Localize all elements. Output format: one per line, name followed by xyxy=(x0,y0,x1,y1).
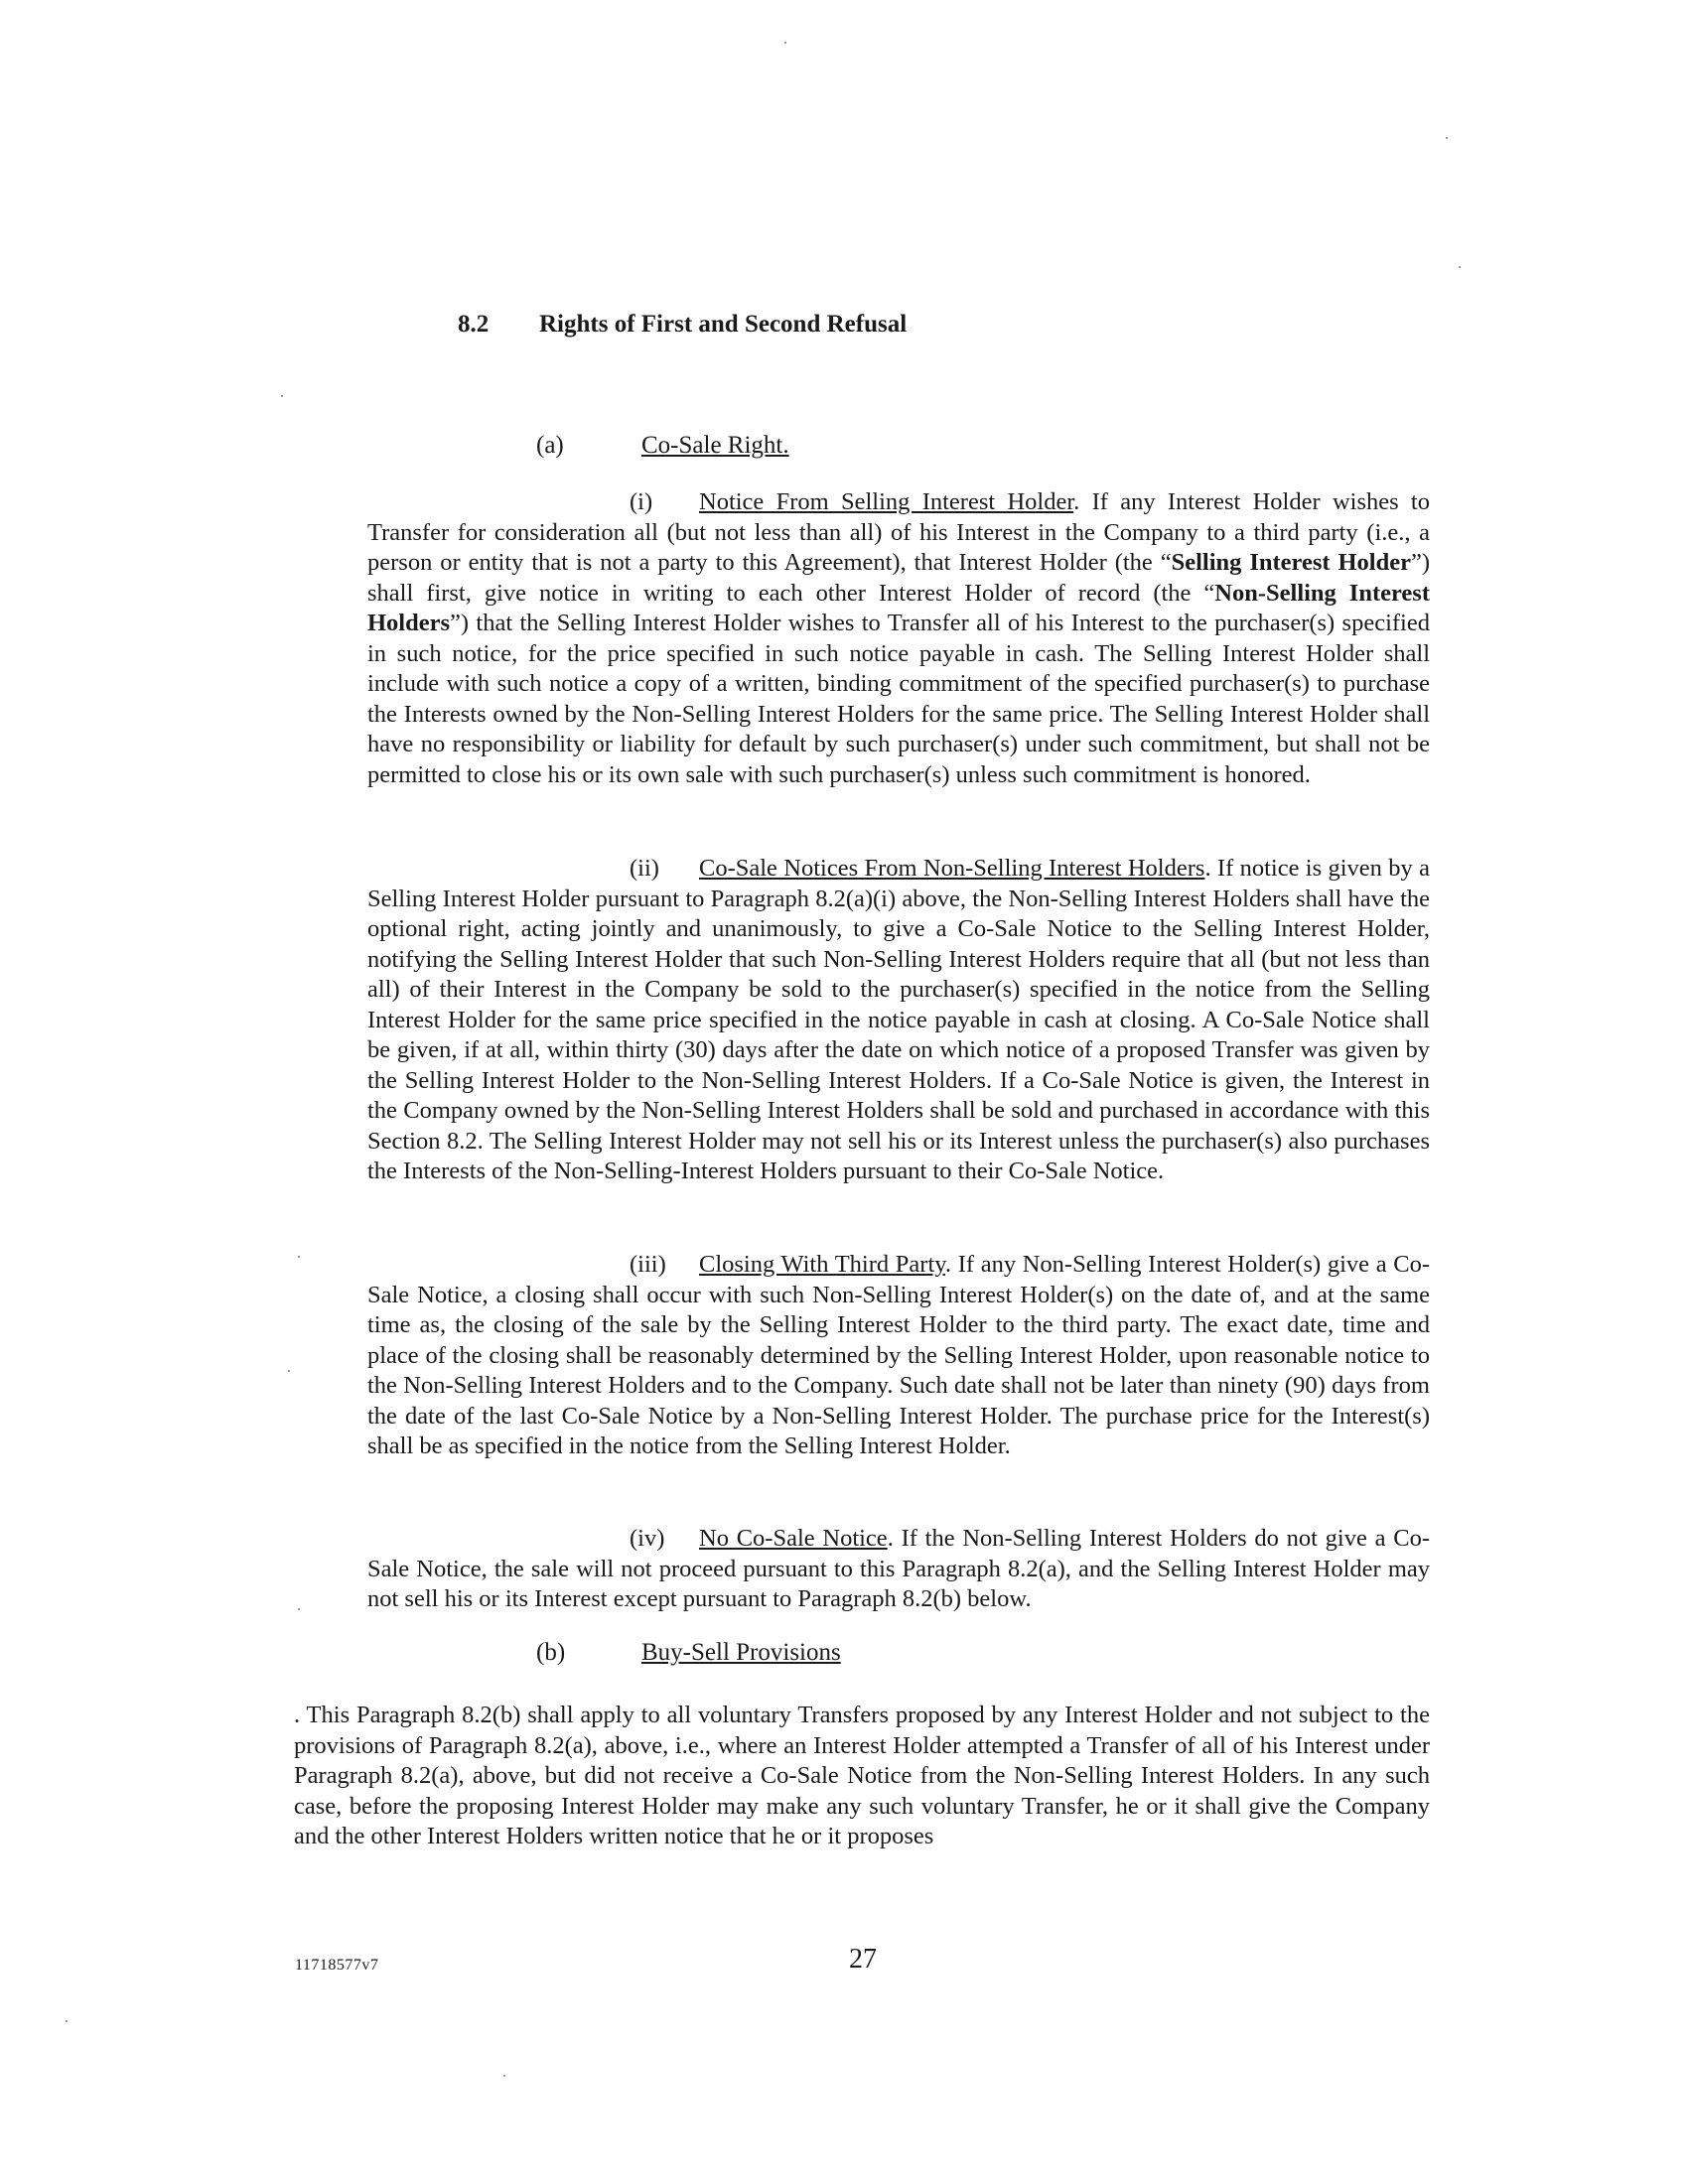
paragraph-ii xyxy=(367,854,1430,1187)
page-number: 27 xyxy=(849,1944,877,1975)
scan-speck xyxy=(298,1256,300,1258)
scan-speck xyxy=(298,1608,300,1610)
paragraph-i-text-2: ”) shall first, give notice in writing to each other Interest Holder of record (the “ xyxy=(367,549,1431,607)
subsection-a-label: (a) xyxy=(536,432,564,459)
paragraph-ii-title: Co-Sale Notices From Non-Selling Interest Holders xyxy=(699,855,1205,882)
paragraph-i-text: . If any Interest Holder wishes to Transfer for consideration all (but not less than all) of his Interest in the Company to a third party (i.e., a person or entity that is not a party to this Agreement), that Interest Holder (the “ xyxy=(367,488,1430,576)
paragraph-iv-title: No Co-Sale Notice xyxy=(699,1525,888,1552)
subsection-b-label: (b) xyxy=(536,1639,566,1666)
section-number: 8.2 xyxy=(458,311,490,338)
subsection-a-title: Co-Sale Right. xyxy=(641,432,789,459)
subsection-b-title: Buy-Sell Provisions xyxy=(641,1639,841,1666)
paragraph-iii-label: (iii) xyxy=(630,1251,666,1278)
paragraph-iii-title: Closing With Third Party xyxy=(699,1251,945,1278)
paragraph-iv xyxy=(367,1524,1430,1615)
defined-term-non-selling-interest-holders: Non-Selling Interest Holders xyxy=(367,579,1430,636)
paragraph-i xyxy=(367,487,1430,790)
paragraph-iv-label: (iv) xyxy=(630,1525,665,1552)
paragraph-ii-label: (ii) xyxy=(630,855,659,882)
document-id: 11718577v7 xyxy=(295,1957,379,1974)
scan-speck xyxy=(1446,137,1448,139)
paragraph-iii xyxy=(367,1250,1430,1462)
scan-speck xyxy=(784,42,786,44)
scan-speck xyxy=(1459,266,1461,268)
paragraph-i-text-3: ”) that the Selling Interest Holder wishes to Transfer all of his Interest to the purchaser(s) specified in such notice, for the price specified in such notice payable in cash. The Selling Interest Holder shall include with such notice a copy of a written, binding commitment of the specified purchaser(s) to purchase the Interests owned by the Non-Selling Interest Holders for the same price. The Selling Interest Holder shall have no responsibility or liability for default by such purchaser(s) under such commitment, but shall not be permitted to close his or its own sale with such purchaser(s) unless such commitment is honored. xyxy=(367,610,1430,788)
paragraph-iii-text: . If any Non-Selling Interest Holder(s) give a Co-Sale Notice, a closing shall occur with such Non-Selling Interest Holder(s) on the date of, and at the same time as, the closing of the sale by the Selling Interest Holder to the third party. The exact date, time and place of the closing shall be reasonably determined by the Selling Interest Holder, upon reasonable notice to the Non-Selling Interest Holders and to the Company. Such date shall not be later than ninety (90) days from the date of the last Co-Sale Notice by a Non-Selling Interest Holder. The purchase price for the Interest(s) shall be as specified in the notice from the Selling Interest Holder. xyxy=(367,1251,1430,1459)
subsection-a-heading xyxy=(536,432,789,460)
scan-speck xyxy=(288,1370,290,1372)
subsection-b-heading xyxy=(536,1639,841,1667)
section-heading xyxy=(458,311,907,339)
defined-term-selling-interest-holder: Selling Interest Holder xyxy=(1171,549,1411,576)
scan-speck xyxy=(503,2075,505,2077)
paragraph-i-label: (i) xyxy=(630,488,653,515)
scan-speck xyxy=(66,2020,68,2022)
paragraph-iv-text: . If the Non-Selling Interest Holders do not give a Co-Sale Notice, the sale will not proceed pursuant to this Paragraph 8.2(a), and the Selling Interest Holder may not sell his or its Interest except pursuant to Paragraph 8.2(b) below. xyxy=(367,1525,1430,1612)
paragraph-ii-text: . If notice is given by a Selling Interest Holder pursuant to Paragraph 8.2(a)(i) above, the Non-Selling Interest Holders shall have the optional right, acting jointly and unanimously, to give a Co-Sale Notice to the Selling Interest Holder, notifying the Selling Interest Holder that such Non-Selling Interest Holders require that all (but not less than all) of their Interest in the Company be sold to the purchaser(s) specified in the notice from the Selling Interest Holder for the same price specified in the notice payable in cash at closing. A Co-Sale Notice shall be given, if at all, within thirty (30) days after the date on which notice of a proposed Transfer was given by the Selling Interest Holder to the Non-Selling Interest Holders. If a Co-Sale Notice is given, the Interest in the Company owned by the Non-Selling Interest Holders shall be sold and purchased in accordance with this Section 8.2. The Selling Interest Holder may not sell his or its Interest unless the purchaser(s) also purchases the Interests of the Non-Selling-Interest Holders pursuant to their Co-Sale Notice. xyxy=(367,855,1431,1184)
subsection-b-paragraph: . This Paragraph 8.2(b) shall apply to all voluntary Transfers proposed by any Interest Holder and not subject to the provisions of Paragraph 8.2(a), above, i.e., where an Interest Holder attempted a Transfer of all of his Interest under Paragraph 8.2(a), above, but did not receive a Co-Sale Notice from the Non-Selling Interest Holders. In any such case, before the proposing Interest Holder may make any such voluntary Transfer, he or it shall give the Company and the other Interest Holders written notice that he or it proposes xyxy=(294,1702,1430,1849)
paragraph-i-title: Notice From Selling Interest Holder xyxy=(699,488,1074,515)
scan-speck xyxy=(281,395,283,397)
section-title: Rights of First and Second Refusal xyxy=(539,311,908,338)
